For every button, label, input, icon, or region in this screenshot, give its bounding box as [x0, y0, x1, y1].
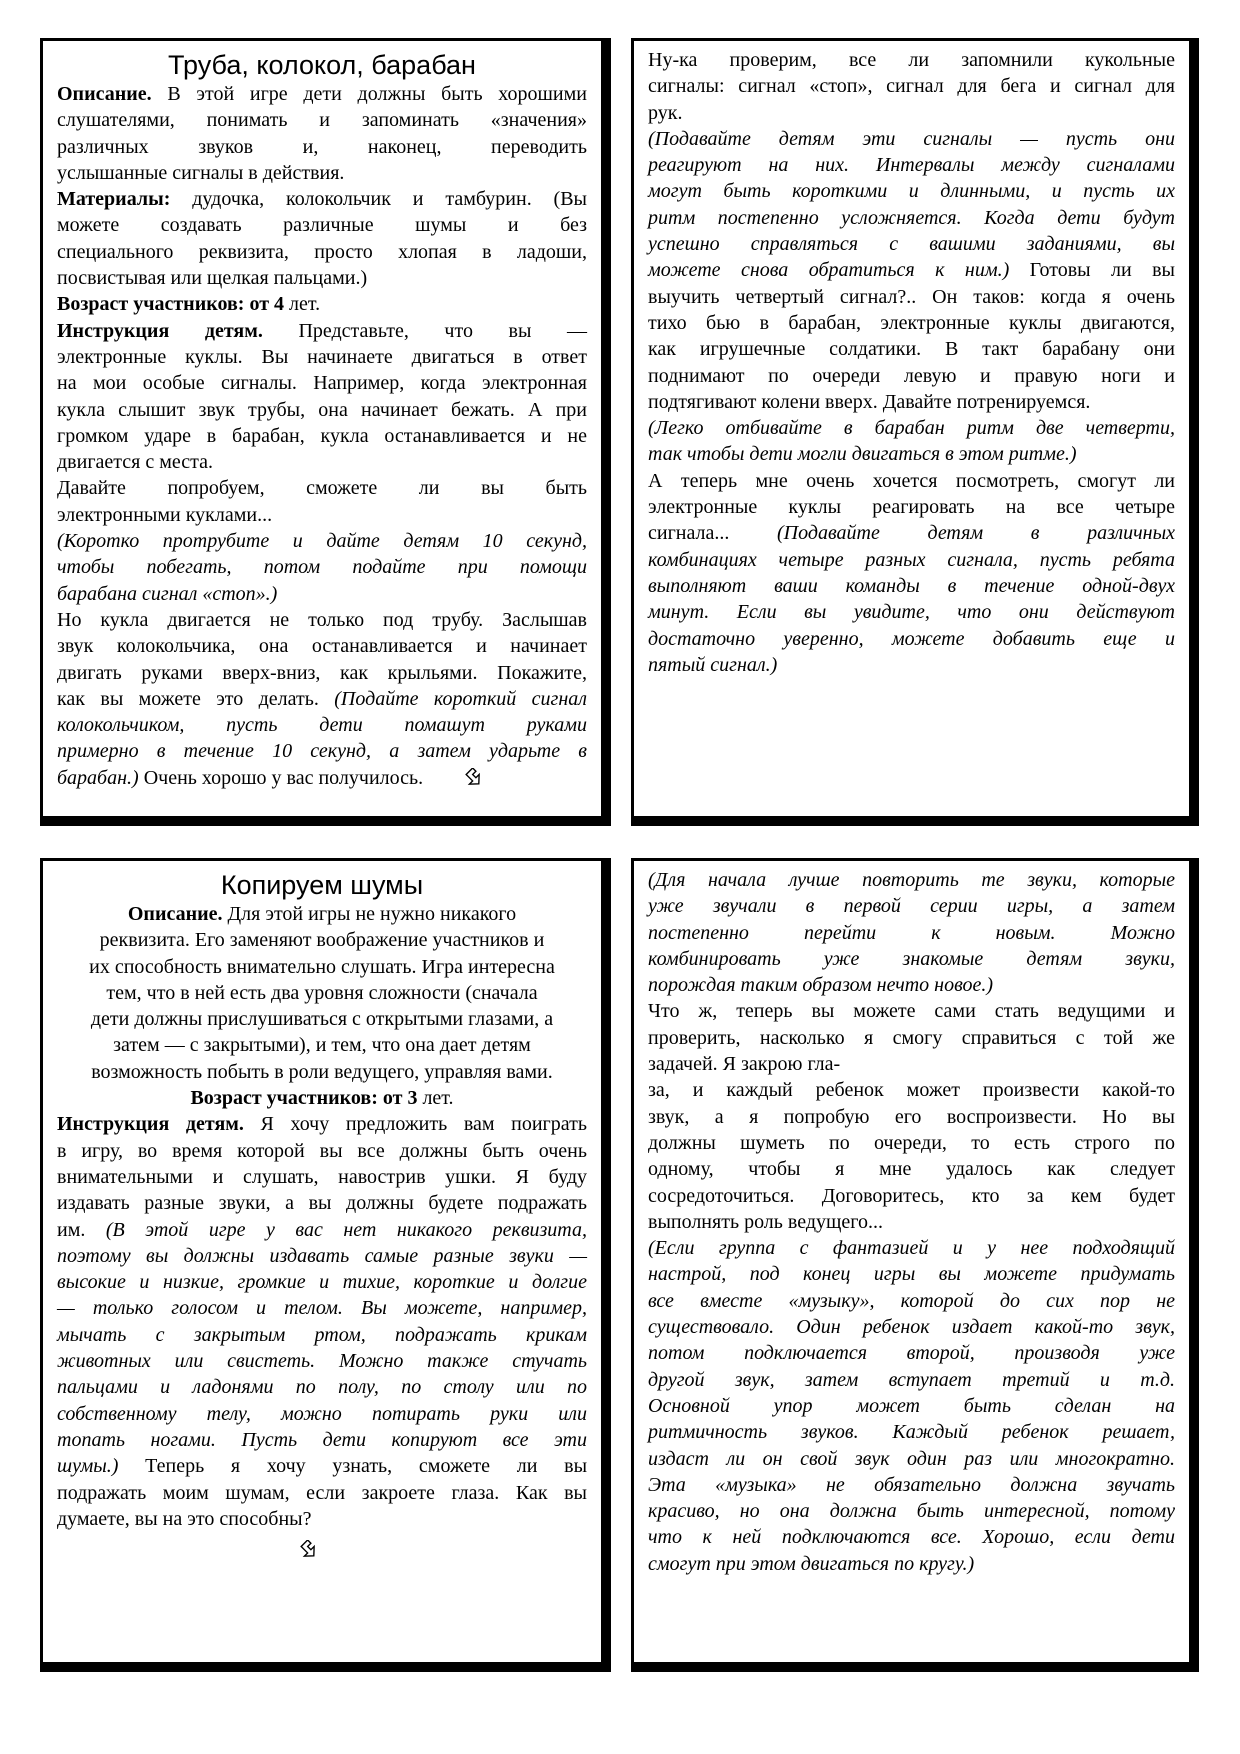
instruction-line: электронные куклы. Вы начинаете двигаться в ответ: [57, 345, 587, 368]
text-line: электронными куклами...: [57, 503, 273, 526]
text-line: за, и каждый ребенок может произвести какой-то: [648, 1079, 1175, 1102]
text-line: двигать руками вверх-вниз, как крыльями. Покажите,: [57, 661, 587, 684]
instruction-line: двигается с места.: [57, 451, 213, 474]
note-line: Эта «музыка» не обязательно должна звучать: [648, 1473, 1175, 1496]
text-line: сигналы: сигнал «стоп», сигнал для бега и сигнал для: [648, 75, 1175, 98]
text-line: шумы.) Теперь я хочу узнать, сможете ли вы: [57, 1455, 587, 1478]
card-truba-kolokol-baraban: [40, 38, 611, 826]
text-line: сосредоточиться. Договоритесь, кто за кем будет: [648, 1184, 1175, 1207]
description-label: Описание.: [127, 903, 223, 925]
note-line: колокольчиком, пусть дети помашут руками: [57, 714, 587, 737]
materials-line: Материалы: дудочка, колокольчик и тамбурин. (Вы: [57, 188, 587, 211]
note-line: настрой, под конец игры вы можете придумать: [648, 1263, 1175, 1286]
card-kopiruem-shumy: [40, 858, 611, 1672]
card-title: Труба, колокол, барабан: [168, 50, 476, 80]
note-line: мычать с закрытым ртом, подражать крикам: [57, 1323, 587, 1346]
note-line: издаст ли он свой звук один раз или многократно.: [648, 1447, 1175, 1470]
note-line: (Коротко протрубите и дайте детям 10 секунд,: [57, 530, 587, 553]
instruction-line: Инструкция детям. Представьте, что вы —: [57, 319, 587, 342]
text-line: как вы можете это делать. (Подайте короткий сигнал: [57, 687, 587, 710]
description-line: их способность внимательно слушать. Игра интересна: [89, 955, 555, 978]
note-line: комбинациях четыре разных сигнала, пусть ребята: [648, 548, 1175, 571]
next-arrow-icon: [461, 768, 483, 790]
text-line: сигнала... (Подавайте детям в различных: [648, 522, 1175, 545]
instruction-line: им. (В этой игре у вас нет никакого реквизита,: [57, 1218, 587, 1241]
note-line: барабан.) Очень хорошо у вас получилось.: [57, 765, 587, 791]
description-line: затем — с закрытыми), и тем, что она дает детям: [113, 1034, 531, 1057]
next-arrow-icon: [296, 1540, 318, 1562]
note-line: другой звук, затем вступает третий и т.д.: [648, 1368, 1175, 1391]
note-line: (Подавайте детям эти сигналы — пусть они: [648, 127, 1175, 150]
description-line: услышанные сигналы в действия.: [57, 161, 345, 184]
age-label: Возраст участников: от 4: [57, 293, 285, 316]
description-label: Описание.: [57, 83, 152, 105]
note-line: пальцами и ладонями по полу, по столу или по: [57, 1376, 587, 1399]
text-line: должны шуметь по очереди, то есть строго по: [648, 1131, 1175, 1154]
text-line: выучить четвертый сигнал?.. Он таков: когда я очень: [648, 285, 1175, 308]
instruction-line: на мои особые сигналы. Например, когда электронная: [57, 372, 587, 395]
note-line: потом подключается второй, производя уже: [648, 1342, 1175, 1365]
description-line: Описание. Для этой игры не нужно никакого: [127, 903, 517, 925]
note-line: собственному телу, можно потирать руки или: [57, 1402, 587, 1425]
text-line: можете снова обратиться к ним.) Готовы ли вы: [648, 259, 1175, 282]
note-line: животных или свистеть. Можно также стучать: [57, 1350, 587, 1373]
instruction-label: Инструкция детям.: [57, 319, 263, 342]
note-line: смогут при этом двигаться по кругу.): [648, 1552, 975, 1575]
materials-line: специального реквизита, просто хлопая в ладоши,: [57, 240, 587, 263]
note-line: ритмичность звуков. Каждый ребенок решает,: [648, 1421, 1175, 1444]
instruction-line: громком ударе в барабан, кукла останавливается и не: [57, 424, 587, 447]
text-line: проверить, насколько я смогу справиться с той же: [648, 1026, 1175, 1049]
note-line: постепенно перейти к новым. Можно: [648, 921, 1175, 944]
description-line: слушателями, понимать и запоминать «значения»: [57, 109, 587, 132]
note-line: (Если группа с фантазией и у нее подходящий: [648, 1237, 1175, 1260]
text-line: выполнять роль ведущего...: [648, 1210, 883, 1233]
text-line: Давайте попробуем, сможете ли вы быть: [57, 477, 587, 500]
note-line: ритм постепенно усложняется. Когда дети будут: [648, 206, 1175, 229]
note-line: порождая таким образом нечто новое.): [648, 974, 994, 997]
text-line: тихо бью в барабан, электронные куклы двигаются,: [648, 311, 1175, 334]
note-line: высокие и низкие, громкие и тихие, короткие и долгие: [57, 1271, 587, 1294]
card-continuation-1: [631, 38, 1199, 826]
description-line: дети должны прислушиваться с открытыми глазами, а: [90, 1008, 554, 1031]
materials-line: можете создавать различные шумы и без: [57, 214, 587, 237]
text-line: звук колокольчика, она останавливается и начинает: [57, 635, 587, 658]
text-line: думаете, вы на это способны?: [57, 1507, 312, 1530]
note-line: (Легко отбивайте в барабан ритм две четверти,: [648, 417, 1175, 440]
note-line: все вместе «музыку», которой до сих пор не: [648, 1289, 1175, 1312]
note-line: что к ней подключаются все. Хорошо, если дети: [648, 1526, 1175, 1549]
description-line: тем, что в ней есть два уровня сложности (сначала: [106, 981, 538, 1004]
text-line: Что ж, теперь вы можете сами стать ведущими и: [648, 1000, 1175, 1023]
note-line: чтобы побегать, потом подайте при помощи: [57, 556, 587, 579]
text-line: подтягивают колени вверх. Давайте потренируемся.: [648, 390, 1091, 413]
text-line: поднимают по очереди левую и правую ноги и: [648, 364, 1175, 387]
note-line: топать ногами. Пусть дети копируют все эти: [57, 1428, 587, 1451]
note-line: существовало. Один ребенок издает какой-то звук,: [648, 1316, 1175, 1339]
note-line: так чтобы дети могли двигаться в этом ритме.): [648, 443, 1077, 466]
note-line: — только голосом и телом. Вы можете, например,: [57, 1297, 587, 1320]
materials-line: посвистывая или щелкая пальцами.): [57, 267, 368, 290]
note-line: (Для начала лучше повторить те звуки, которые: [648, 869, 1175, 891]
card-title: Копируем шумы: [220, 870, 424, 900]
note-line: барабана сигнал «стоп».): [57, 582, 278, 605]
instruction-line: Инструкция детям. Я хочу предложить вам поиграть: [57, 1113, 587, 1136]
instruction-label: Инструкция детям.: [57, 1113, 244, 1136]
age-label: Возраст участников: от 3: [190, 1087, 418, 1110]
instruction-line: кукла слышит звук трубы, она начинает бежать. А при: [57, 398, 587, 421]
note-line: поэтому вы должны издавать самые разные звуки —: [57, 1244, 587, 1267]
text-line: рук.: [648, 101, 683, 124]
instruction-line: издавать разные звуки, а вы должны будете подражать: [57, 1192, 587, 1215]
age-line: Возраст участников: от 4 лет.: [57, 293, 321, 316]
note-line: пятый сигнал.): [648, 653, 778, 676]
text-line: А теперь мне очень хочется посмотреть, смогут ли: [648, 469, 1175, 492]
text-line: звук, а я попробую его воспроизвести. Но вы: [648, 1105, 1175, 1128]
description-line: различных звуков и, наконец, переводить: [57, 135, 587, 158]
note-line: успешно справляться с вашими заданиями, вы: [648, 233, 1175, 256]
description-line: Описание. В этой игре дети должны быть хорошими: [57, 83, 587, 105]
materials-label: Материалы:: [57, 188, 171, 211]
note-line: могут быть короткими и длинными, и пусть их: [648, 180, 1175, 203]
text-line: Но кукла двигается не только под трубу. Заслышав: [57, 608, 587, 631]
note-line: выполняют ваши команды в течение одной-двух: [648, 574, 1175, 597]
arrow-line: [57, 1536, 587, 1562]
text-line: электронные куклы реагировать на все четыре: [648, 496, 1175, 519]
instruction-line: внимательными и слушать, навострив ушки. Я буду: [57, 1165, 587, 1188]
note-line: примерно в течение 10 секунд, а затем ударьте в: [57, 740, 587, 763]
note-line: достаточно уверенно, можете добавить еще и: [648, 627, 1175, 650]
text-line: Ну-ка проверим, все ли запомнили кукольные: [648, 49, 1175, 71]
description-line: реквизита. Его заменяют воображение участников и: [99, 929, 545, 952]
note-line: уже звучали в первой серии игры, а затем: [648, 895, 1175, 918]
text-line: задачей. Я закрою гла-: [648, 1053, 841, 1076]
text-line: как игрушечные солдатики. В такт барабану они: [648, 338, 1175, 361]
description-line: возможность побыть в роли ведущего, управляя вами.: [91, 1060, 553, 1083]
note-line: красиво, но она должна быть интересной, потому: [648, 1500, 1175, 1523]
instruction-line: в игру, во время которой вы все должны быть очень: [57, 1139, 587, 1162]
note-line: реагируют на них. Интервалы между сигналами: [648, 154, 1175, 177]
card-continuation-2: [631, 858, 1199, 1672]
note-line: Основной упор может быть сделан на: [648, 1394, 1175, 1417]
text-line: одному, чтобы я мне удалось как следует: [648, 1158, 1175, 1181]
note-line: минут. Если вы увидите, что они действуют: [648, 601, 1175, 624]
age-line: Возраст участников: от 3 лет.: [190, 1087, 454, 1110]
text-line: подражать моим шумам, если закроете глаза. Как вы: [57, 1481, 587, 1504]
note-line: комбинировать уже знакомые детям звуки,: [648, 947, 1175, 970]
